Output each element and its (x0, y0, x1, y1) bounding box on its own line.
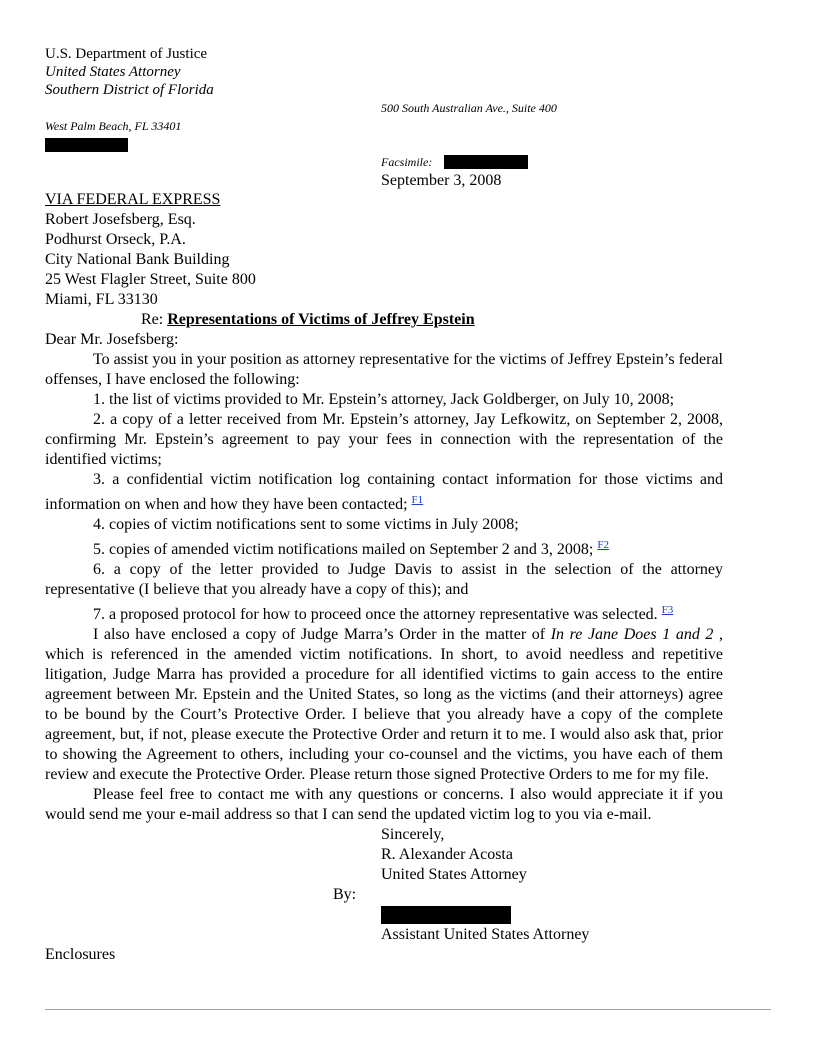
recipient-name: Robert Josefsberg, Esq. (45, 211, 196, 228)
recipient-firm: Podhurst Orseck, P.A. (45, 231, 186, 248)
office-name: United States Attorney (45, 64, 181, 80)
office-address: 500 South Australian Ave., Suite 400 (381, 101, 557, 115)
contact-paragraph: Please feel free to contact me with any questions or concerns. I also would appreciate it if you would send me your e-mail address so that I can send the updated victim log to you via e-mail. (45, 786, 723, 823)
salutation: Dear Mr. Josefsberg: (45, 331, 179, 348)
enclosure-item-4: 4. copies of victim notifications sent to some victims in July 2008; (93, 516, 519, 533)
district-name: Southern District of Florida (45, 82, 214, 98)
signature-redaction-row (45, 905, 723, 925)
closing-sincerely: Sincerely, (381, 826, 445, 843)
office-city: West Palm Beach, FL 33401 (45, 119, 182, 133)
by-label: By: (333, 886, 357, 903)
footnote-link-f3[interactable]: F3 (661, 604, 674, 616)
signer-name: R. Alexander Acosta (381, 846, 513, 863)
facsimile-label: Facsimile: (381, 155, 433, 169)
recipient-street: 25 West Flagler Street, Suite 800 (45, 271, 256, 288)
case-name: In re Jane Does 1 and 2 (550, 626, 714, 643)
redaction-bar (381, 906, 511, 924)
footer-divider (45, 1009, 771, 1010)
re-title: Representations of Victims of Jeffrey Epstein (167, 311, 475, 328)
department-name: U.S. Department of Justice (45, 46, 208, 62)
redaction-bar (45, 138, 128, 152)
recipient-city: Miami, FL 33130 (45, 291, 158, 308)
enclosure-item-3-text: 3. a confidential victim notification log containing contact information for those victims and information on when and how they have been contacted; (45, 471, 723, 513)
letter-date: September 3, 2008 (381, 172, 502, 189)
footnote-link-f2[interactable]: F2 (597, 539, 609, 551)
letter-body (45, 190, 723, 965)
enclosure-item-7 (45, 600, 723, 625)
enclosure-item-3 (45, 470, 723, 515)
recipient-building: City National Bank Building (45, 251, 230, 268)
re-label: Re: (141, 311, 164, 328)
enclosures-label: Enclosures (45, 946, 116, 963)
intro-paragraph: To assist you in your position as attorney representative for the victims of Jeffrey Epstein’s federal offenses, I have enclosed the following: (45, 351, 723, 388)
order-text-b: , which is referenced in the amended victim notifications. In short, to avoid needless and repetitive litigation, Judge Marra has provided a procedure for all identified victims to gain access to the entire agreement between Mr. Epstein and the United States, so long as the victims (and their attorneys) agree to be bound by the Court’s Protective Order. I believe that you already have a copy of the complete agreement, but, if not, please execute the Protective Order and return it to me. I would also ask that, prior to showing the Agreement to others, including your co-counsel and the victims, you have each of them review and execute the Protective Order. Please return those signed Protective Orders to me for my file. (45, 626, 723, 783)
enclosure-item-5-text: 5. copies of amended victim notifications mailed on September 2 and 3, 2008; (93, 541, 594, 558)
re-line (45, 310, 723, 330)
protective-order-paragraph (45, 625, 723, 785)
enclosure-item-6: 6. a copy of the letter provided to Judge Davis to assist in the selection of the attorney representative (I believe that you already have a copy of this); and (45, 561, 723, 598)
redaction-bar (444, 155, 528, 169)
enclosure-item-5 (45, 535, 723, 560)
signer-title: United States Attorney (381, 866, 527, 883)
enclosure-item-2: 2. a copy of a letter received from Mr. Epstein’s attorney, Jay Lefkowitz, on September 2, 2008, confirming Mr. Epstein’s agreement to pay your fees in connection with the representation of the identified victims; (45, 411, 723, 468)
order-text-a: I also have enclosed a copy of Judge Marra’s Order in the matter of (93, 626, 546, 643)
delivery-method: VIA FEDERAL EXPRESS (45, 191, 221, 208)
enclosure-item-7-text: 7. a proposed protocol for how to proceed once the attorney representative was selected. (93, 606, 658, 623)
footnote-link-f1[interactable]: F1 (411, 494, 424, 506)
assistant-title: Assistant United States Attorney (381, 926, 590, 943)
enclosure-item-1: 1. the list of victims provided to Mr. Epstein’s attorney, Jack Goldberger, on July 10, 2008; (93, 391, 675, 408)
